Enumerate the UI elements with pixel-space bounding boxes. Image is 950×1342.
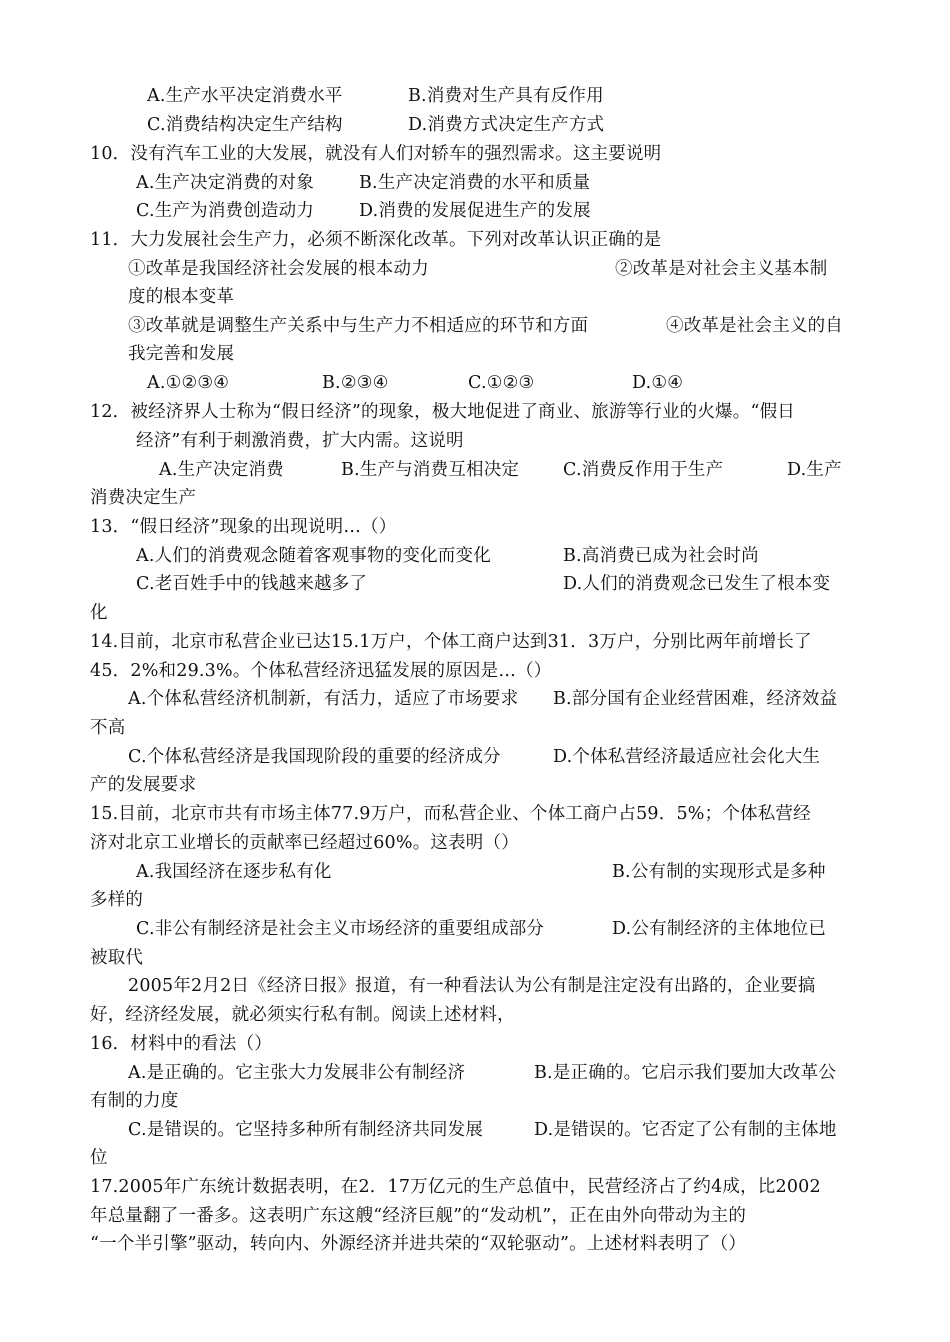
q12-option-d-cont: 消费决定生产	[90, 488, 197, 508]
q15-option-d: D.公有制经济的主体地位已	[612, 919, 827, 939]
q16-option-a: A.是正确的。它主张大力发展非公有制经济	[128, 1063, 466, 1083]
q17-stem-cont-2: “一个半引擎”驱动，转向内、外源经济并进共荣的“双轮驱动”。上述材料表明了（）	[90, 1234, 747, 1254]
q13-stem: 13．“假日经济”现象的出现说明…（）	[90, 517, 397, 537]
q14-option-d-cont: 产的发展要求	[90, 775, 197, 795]
q11-option-a: A.①②③④	[147, 373, 230, 393]
q14-option-b-cont: 不高	[90, 718, 126, 738]
q15-option-b: B.公有制的实现形式是多种	[612, 862, 826, 882]
q15-stem-cont: 济对北京工业增长的贡献率已经超过60%。这表明（）	[90, 833, 519, 853]
q10-option-b: B.生产决定消费的水平和质量	[359, 173, 591, 193]
q17-stem-cont-1: 年总量翻了一番多。这表明广东这艘“经济巨舰”的“发动机”，正在由外向带动为主的	[90, 1206, 747, 1226]
q11-item-2-cont: 度的根本变革	[128, 287, 235, 307]
q13-option-c: C.老百姓手中的钱越来越多了	[136, 574, 368, 594]
q16-option-d-cont: 位	[90, 1148, 108, 1168]
q14-stem-cont: 45．2%和29.3%。个体私营经济迅猛发展的原因是…（）	[90, 661, 552, 681]
q12-option-a: A.生产决定消费	[159, 460, 284, 480]
q16-option-c: C.是错误的。它坚持多种所有制经济共同发展	[128, 1120, 484, 1140]
q16-option-b: B.是正确的。它启示我们要加大改革公	[534, 1063, 837, 1083]
q12-option-d: D.生产	[787, 460, 842, 480]
q15-stem: 15.目前，北京市共有市场主体77.9万户，而私营企业、个体工商户占59．5%；个体私营经	[90, 804, 811, 824]
q11-item-1: ①改革是我国经济社会发展的根本动力	[128, 259, 429, 279]
q11-option-c: C.①②③	[468, 373, 535, 393]
q13-option-a: A.人们的消费观念随着客观事物的变化而变化	[136, 546, 491, 566]
q13-option-b: B.高消费已成为社会时尚	[563, 546, 759, 566]
q11-option-b: B.②③④	[322, 373, 389, 393]
q13-option-d: D.人们的消费观念已发生了根本变	[563, 574, 831, 594]
q14-stem: 14.目前，北京市私营企业已达15.1万户，个体工商户达到31．3万户，分别比两年前增长了	[90, 632, 812, 652]
q11-item-2: ②改革是对社会主义基本制	[615, 259, 828, 279]
q10-option-d: D.消费的发展促进生产的发展	[359, 201, 591, 221]
q15-option-a: A.我国经济在逐步私有化	[136, 862, 332, 882]
q15-option-b-cont: 多样的	[90, 890, 144, 910]
q15-option-c: C.非公有制经济是社会主义市场经济的重要组成部分	[136, 919, 545, 939]
q17-stem: 17.2005年广东统计数据表明，在2．17万亿元的生产总值中，民营经济占了约4成，比2002	[90, 1177, 821, 1197]
q16-option-d: D.是错误的。它否定了公有制的主体地	[534, 1120, 837, 1140]
q9-option-c: C.消费结构决定生产结构	[147, 115, 343, 135]
q13-option-d-cont: 化	[90, 603, 108, 623]
q10-stem: 10．没有汽车工业的大发展，就没有人们对轿车的强烈需求。这主要说明	[90, 144, 662, 164]
material-paragraph-cont: 好，经济经发展，就必须实行私有制。阅读上述材料，	[90, 1005, 515, 1025]
q16-option-b-cont: 有制的力度	[90, 1091, 179, 1111]
q14-option-c: C.个体私营经济是我国现阶段的重要的经济成分	[128, 747, 501, 767]
q12-stem-cont: 经济”有利于刺激消费，扩大内需。这说明	[136, 431, 464, 451]
q11-item-4-cont: 我完善和发展	[128, 344, 235, 364]
q9-option-b: B.消费对生产具有反作用	[408, 86, 604, 106]
q10-option-a: A.生产决定消费的对象	[136, 173, 314, 193]
q11-item-3: ③改革就是调整生产关系中与生产力不相适应的环节和方面	[128, 316, 589, 336]
q11-stem: 11．大力发展社会生产力，必须不断深化改革。下列对改革认识正确的是	[90, 230, 662, 250]
q12-option-c: C.消费反作用于生产	[563, 460, 724, 480]
q14-option-a: A.个体私营经济机制新，有活力，适应了市场要求	[128, 689, 519, 709]
q16-stem: 16．材料中的看法（）	[90, 1034, 272, 1054]
q10-option-c: C.生产为消费创造动力	[136, 201, 315, 221]
q15-option-d-cont: 被取代	[90, 948, 144, 968]
material-paragraph: 2005年2月2日《经济日报》报道，有一种看法认为公有制是注定没有出路的，企业要搞	[128, 976, 816, 996]
q12-option-b: B.生产与消费互相决定	[341, 460, 520, 480]
q11-option-d: D.①④	[632, 373, 684, 393]
q9-option-d: D.消费方式决定生产方式	[408, 115, 605, 135]
q14-option-d: D.个体私营经济最适应社会化大生	[553, 747, 821, 767]
q12-stem: 12．被经济界人士称为“假日经济”的现象，极大地促进了商业、旅游等行业的火爆。“假日	[90, 402, 796, 422]
q9-option-a: A.生产水平决定消费水平	[147, 86, 343, 106]
q11-item-4: ④改革是社会主义的自	[666, 316, 843, 336]
q14-option-b: B.部分国有企业经营困难，经济效益	[553, 689, 838, 709]
